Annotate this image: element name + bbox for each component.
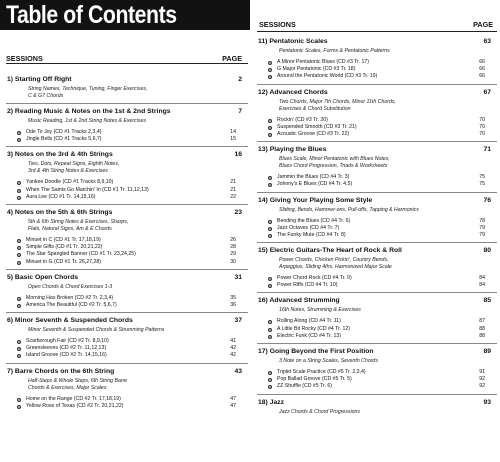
- session-title: 5) Basic Open Chords: [7, 273, 79, 281]
- session-heading: [6, 106, 248, 118]
- song-item: [257, 225, 497, 232]
- song-page: 42: [230, 352, 236, 359]
- cd-disc-icon: [17, 239, 21, 243]
- left-column: [6, 52, 248, 410]
- song-page: 26: [230, 236, 236, 243]
- song-title: Rolling Along (CD #4 Tr. 11): [277, 318, 341, 325]
- session-description: Two Chords, Major 7th Chords, Minor 11th Chords,: [279, 98, 396, 105]
- song-page: 92: [479, 376, 485, 383]
- song-item: [257, 369, 497, 376]
- song-title: Pop Ballad Groove (CD #5 Tr. 5): [277, 376, 352, 383]
- session-heading: [257, 245, 497, 257]
- cd-disc-icon: [17, 398, 21, 402]
- cd-disc-icon: [17, 138, 21, 142]
- song-item: [257, 218, 497, 225]
- session-description: Open Chords & Chord Exercises 1-3: [28, 283, 113, 290]
- session: [6, 366, 248, 410]
- session-description: 3 Note on a String Scales, Seventh Chords: [279, 358, 378, 364]
- cd-disc-icon: [268, 68, 272, 72]
- session-title: 7) Barre Chords on the 6th String: [7, 367, 115, 375]
- cd-disc-icon: [268, 61, 272, 65]
- song-item: [257, 333, 497, 340]
- session-page: 71: [483, 146, 491, 154]
- song-list: [6, 295, 248, 309]
- song-title: Yankee Doodle (CD #1 Tracks 8,9,10): [26, 179, 114, 186]
- song-item: [6, 259, 248, 266]
- cd-disc-icon: [17, 246, 21, 250]
- cd-disc-icon: [268, 277, 272, 281]
- song-title: Ode To Joy (CD #1 Tracks 2,3,4): [26, 129, 102, 135]
- session-page: 89: [483, 348, 491, 355]
- song-item: [6, 403, 248, 410]
- session-page: 43: [234, 367, 242, 375]
- song-item: [6, 352, 248, 359]
- song-list: [257, 174, 497, 188]
- sessions-header: SESSIONS: [6, 54, 43, 63]
- song-title: Minuet in G (CD #1 Tr. 26,27,28): [26, 258, 101, 265]
- song-item: [6, 179, 248, 186]
- session: [257, 195, 497, 244]
- cd-disc-icon: [268, 75, 272, 79]
- song-title: Home on the Range (CD #2 Tr. 17,18,19): [26, 395, 121, 402]
- session-page: 23: [234, 208, 242, 216]
- session-description: Arpeggios, Sliding 4ths, Harmonized Major Scale: [279, 264, 392, 271]
- song-page: 79: [479, 231, 485, 238]
- song-item: [257, 131, 497, 138]
- cd-disc-icon: [268, 133, 272, 137]
- song-item: [257, 117, 497, 124]
- song-title: ZZ Shuffle (CD #5 Tr. 6): [277, 383, 332, 390]
- session-title: 2) Reading Music & Notes on the 1st & 2nd Strings: [7, 108, 171, 115]
- song-title: Triplet Scale Practice (CD #5 Tr. 2,3,4): [277, 369, 366, 375]
- session-description: Blues Scale, Minor Pentatonic with Blues Notes,: [279, 156, 390, 163]
- song-page: 84: [479, 275, 485, 282]
- song-list: [6, 129, 248, 143]
- cd-disc-icon: [17, 189, 21, 193]
- song-title: Morning Has Broken (CD #2 Tr. 2,3,4): [26, 294, 114, 301]
- cd-disc-icon: [268, 220, 272, 224]
- cd-disc-icon: [17, 405, 21, 409]
- song-item: [6, 129, 248, 136]
- session-title: 17) Going Beyond the First Position: [258, 348, 374, 355]
- song-page: 75: [479, 174, 485, 181]
- song-title: Simple Gifts (CD #1 Tr. 20,21,22): [26, 244, 103, 251]
- cd-disc-icon: [17, 304, 21, 308]
- song-page: 21: [230, 186, 236, 193]
- session-heading: [6, 272, 248, 284]
- cd-disc-icon: [268, 183, 272, 187]
- session-title: 4) Notes on the 5th & 6th Strings: [7, 208, 113, 216]
- song-title: When The Saints Go Marchin' In (CD #1 Tr. 11,12,13): [26, 186, 149, 193]
- cd-disc-icon: [17, 347, 21, 351]
- sessions-header: SESSIONS: [259, 20, 296, 29]
- section-divider: [6, 312, 248, 313]
- song-item: [257, 326, 497, 333]
- session-title: 11) Pentatonic Scales: [258, 38, 328, 45]
- song-title: Yellow Rose of Texas (CD #2 Tr. 20,21,22): [26, 402, 124, 409]
- song-title: Around the Pentatonic World (CD #3 Tr. 19): [277, 73, 378, 80]
- song-page: 22: [230, 193, 236, 200]
- session-description: Music Reading, 1st & 2nd String Notes & Exercises: [28, 118, 146, 124]
- song-title: The Funky Mute (CD #4 Tr. 8): [277, 231, 346, 238]
- song-page: 41: [230, 338, 236, 345]
- session: [257, 87, 497, 143]
- session-page: 37: [234, 317, 242, 325]
- song-item: [6, 345, 248, 352]
- session-page: 67: [483, 88, 491, 96]
- section-divider: [6, 146, 248, 147]
- cd-disc-icon: [268, 227, 272, 231]
- cd-disc-icon: [268, 126, 272, 130]
- song-item: [6, 396, 248, 403]
- song-page: 70: [479, 130, 485, 137]
- song-page: 36: [230, 301, 236, 308]
- song-list: [257, 59, 497, 81]
- right-header: [257, 0, 497, 34]
- session: [6, 207, 248, 270]
- song-item: [257, 174, 497, 181]
- song-page: 14: [230, 129, 236, 135]
- session-page: 31: [234, 273, 242, 281]
- cd-disc-icon: [268, 176, 272, 180]
- cd-disc-icon: [17, 181, 21, 185]
- session-description: Blues Chord Progression, Triads & Worksheets: [279, 163, 388, 170]
- session-heading: [6, 207, 248, 219]
- session-heading: [6, 149, 248, 161]
- session-title: 16) Advanced Strumming: [258, 297, 340, 305]
- cd-disc-icon: [17, 253, 21, 257]
- session-title: 15) Electric Guitars-The Heart of Rock & Roll: [258, 247, 402, 255]
- song-list: [6, 237, 248, 266]
- section-divider: [257, 141, 497, 142]
- session: [257, 295, 497, 344]
- song-title: Electric Funk (CD #4 Tr. 13): [277, 332, 341, 339]
- cd-disc-icon: [268, 328, 272, 332]
- song-item: [6, 244, 248, 251]
- song-page: 84: [479, 282, 485, 289]
- song-page: 29: [230, 251, 236, 258]
- cd-disc-icon: [268, 385, 272, 389]
- page-title: Table of Contents: [6, 1, 177, 29]
- session: [257, 346, 497, 395]
- session-description: String Names, Technique, Tuning, Finger Exercises,: [28, 86, 148, 92]
- song-item: [6, 338, 248, 345]
- section-divider: [257, 343, 497, 344]
- song-title: A Little Bit Rocky (CD #4 Tr. 12): [277, 325, 350, 332]
- session-heading: [6, 74, 248, 86]
- song-page: 70: [479, 116, 485, 123]
- session: [6, 149, 248, 205]
- session-page: 2: [238, 76, 242, 83]
- left-header: [6, 52, 248, 64]
- song-page: 42: [230, 345, 236, 352]
- right-session-list: [257, 36, 497, 416]
- song-page: 66: [479, 59, 485, 65]
- song-item: [6, 251, 248, 258]
- song-list: [6, 338, 248, 360]
- section-divider: [257, 242, 497, 243]
- cd-disc-icon: [268, 378, 272, 382]
- session-title: 6) Minor Seventh & Suspended Chords: [7, 317, 133, 325]
- cd-disc-icon: [268, 234, 272, 238]
- song-list: [6, 396, 248, 410]
- song-title: Scarborough Fair (CD #2 Tr. 8,9,10): [26, 338, 109, 345]
- session-title: 12) Advanced Chords: [258, 88, 328, 96]
- cd-disc-icon: [268, 320, 272, 324]
- song-item: [6, 136, 248, 143]
- song-page: 75: [479, 181, 485, 188]
- song-title: The Star Spangled Banner (CD #1 Tr. 23,24,25): [26, 251, 136, 258]
- song-title: Minuet in C (CD #1 Tr. 17,18,19): [26, 236, 101, 243]
- song-title: Power Chord Rock (CD #4 Tr. 9): [277, 275, 352, 282]
- song-item: [257, 282, 497, 289]
- session-heading: [257, 36, 497, 48]
- song-page: 28: [230, 244, 236, 251]
- song-item: [257, 232, 497, 239]
- song-item: [257, 181, 497, 188]
- song-list: [257, 275, 497, 289]
- cd-disc-icon: [17, 340, 21, 344]
- session: [257, 144, 497, 192]
- section-divider: [6, 204, 248, 205]
- session-page: 76: [483, 196, 491, 204]
- session: [6, 74, 248, 104]
- session-page: 93: [483, 398, 491, 406]
- song-item: [257, 124, 497, 131]
- session-heading: [257, 195, 497, 207]
- cd-disc-icon: [17, 261, 21, 265]
- song-page: 88: [479, 325, 485, 332]
- session: [257, 36, 497, 85]
- session-description: Minor Seventh & Suspended Chords & Strumming Patterns: [28, 327, 165, 334]
- page-header: PAGE: [473, 20, 493, 29]
- section-divider: [6, 103, 248, 104]
- song-title: Jingle Bells (CD #1 Tracks 5,6,7): [26, 136, 102, 143]
- session-description: Sliding, Bends, Hammer-ons, Pull-offs, Tapping & Harmonics: [279, 206, 419, 213]
- song-item: [6, 295, 248, 302]
- song-page: 66: [479, 73, 485, 80]
- song-page: 15: [230, 136, 236, 143]
- session-title: 13) Playing the Blues: [258, 146, 327, 154]
- song-title: Acoustic Groove (CD #3 Tr. 22): [277, 130, 350, 137]
- session-title: 18) Jazz: [258, 398, 285, 406]
- session-heading: [257, 295, 497, 307]
- session-heading: [257, 397, 497, 409]
- song-page: 92: [479, 383, 485, 390]
- cd-disc-icon: [17, 354, 21, 358]
- session-heading: [257, 346, 497, 358]
- song-item: [257, 59, 497, 66]
- song-item: [6, 237, 248, 244]
- cd-disc-icon: [268, 371, 272, 375]
- song-page: 87: [479, 318, 485, 325]
- cd-disc-icon: [17, 196, 21, 200]
- song-title: A Minor Pentatonic Blues (CD #3 Tr. 17): [277, 59, 369, 65]
- song-item: [257, 275, 497, 282]
- song-page: 21: [230, 179, 236, 186]
- session-description: Exercises & Chord Substitution: [279, 105, 351, 112]
- song-item: [6, 187, 248, 194]
- session: [6, 272, 248, 313]
- song-title: Johnny's E Blues (CD #4 Tr. 4,5): [277, 181, 353, 188]
- song-list: [257, 318, 497, 340]
- song-title: Island Groove (CD #2 Tr. 14,15,16): [26, 352, 107, 359]
- session: [6, 106, 248, 147]
- song-title: Bending the Blues (CD #4 Tr. 6): [277, 217, 351, 224]
- song-title: Greensleeves (CD #2 Tr. 11,12,13): [26, 345, 107, 352]
- cd-disc-icon: [268, 119, 272, 123]
- section-divider: [257, 192, 497, 193]
- song-title: Power Riffs (CD #4 Tr. 10): [277, 282, 338, 289]
- session-page: 80: [483, 247, 491, 255]
- song-page: 47: [230, 402, 236, 409]
- session-description: Flats, Natural Signs, Am & E Chords: [28, 225, 112, 232]
- session-title: 3) Notes on the 3rd & 4th Strings: [7, 151, 113, 159]
- song-item: [257, 376, 497, 383]
- session-page: 85: [483, 297, 491, 305]
- song-page: 66: [479, 66, 485, 73]
- song-page: 70: [479, 123, 485, 130]
- song-title: America The Beautiful (CD #2 Tr. 5,6,7): [26, 301, 117, 308]
- section-divider: [257, 394, 497, 395]
- song-page: 78: [479, 217, 485, 224]
- left-session-list: [6, 74, 248, 410]
- section-divider: [6, 363, 248, 364]
- session-page: 63: [483, 38, 491, 45]
- session-description: Half-Steps & Whole Steps, 6th String Barre: [28, 377, 128, 384]
- title-banner: [0, 0, 250, 30]
- cd-disc-icon: [17, 131, 21, 135]
- song-list: [257, 218, 497, 240]
- session-description: Pentatonic Scales, Forms & Pentatonic Patterns: [279, 48, 390, 54]
- cd-disc-icon: [17, 297, 21, 301]
- song-item: [257, 383, 497, 390]
- song-item: [257, 73, 497, 80]
- session-heading: [257, 87, 497, 99]
- section-divider: [257, 84, 497, 85]
- page-header: PAGE: [222, 54, 242, 63]
- song-item: [257, 66, 497, 73]
- session: [257, 245, 497, 293]
- session: [257, 397, 497, 416]
- cd-disc-icon: [268, 335, 272, 339]
- session-title: 1) Starting Off Right: [7, 76, 72, 83]
- song-title: Jammin the Blues (CD #4 Tr. 3): [277, 174, 350, 181]
- song-title: Aura Lee (CD #1 Tr. 14,15,16): [26, 193, 96, 200]
- section-divider: [257, 292, 497, 293]
- session-title: 14) Giving Your Playing Some Style: [258, 196, 373, 204]
- session-heading: [6, 366, 248, 378]
- session-description: 5th & 6th String Notes & Exercises, Sharps,: [28, 218, 129, 225]
- session-description: C & G7 Chords: [28, 93, 64, 99]
- session-heading: [6, 315, 248, 327]
- song-title: G Major Pentatonic (CD #3 Tr. 18): [277, 66, 356, 73]
- song-title: Suspended Smooth (CD #3 Tr. 21): [277, 123, 357, 130]
- session-description: 3rd & 4th String Notes & Exercises: [28, 168, 108, 175]
- session-description: Ties, Dots, Repeat Signs, Eighth Notes,: [28, 161, 120, 168]
- session-page: 7: [238, 108, 242, 115]
- song-title: Jazz Octaves (CD #4 Tr. 7): [277, 224, 340, 231]
- song-item: [6, 302, 248, 309]
- song-page: 35: [230, 294, 236, 301]
- song-page: 79: [479, 224, 485, 231]
- session-description: 16th Notes, Strumming & Exercises: [279, 307, 361, 314]
- session-description: Jazz Chords & Chord Progressions: [279, 408, 361, 415]
- session-page: 16: [234, 151, 242, 159]
- song-list: [257, 369, 497, 391]
- song-page: 91: [479, 369, 485, 375]
- right-column: [257, 0, 497, 416]
- session: [6, 315, 248, 364]
- song-page: 47: [230, 395, 236, 402]
- cd-disc-icon: [268, 284, 272, 288]
- session-description: Chords & Exercises, Major Scales: [28, 384, 107, 391]
- song-item: [6, 194, 248, 201]
- session-heading: [257, 144, 497, 156]
- session-description: Power Chords, Chicken Pickin', Country Bends,: [279, 257, 389, 264]
- song-item: [257, 318, 497, 325]
- song-title: Rockin' (CD #3 Tr. 20): [277, 116, 328, 123]
- song-page: 30: [230, 258, 236, 265]
- section-divider: [6, 269, 248, 270]
- song-list: [257, 117, 497, 139]
- song-page: 88: [479, 332, 485, 339]
- song-list: [6, 179, 248, 201]
